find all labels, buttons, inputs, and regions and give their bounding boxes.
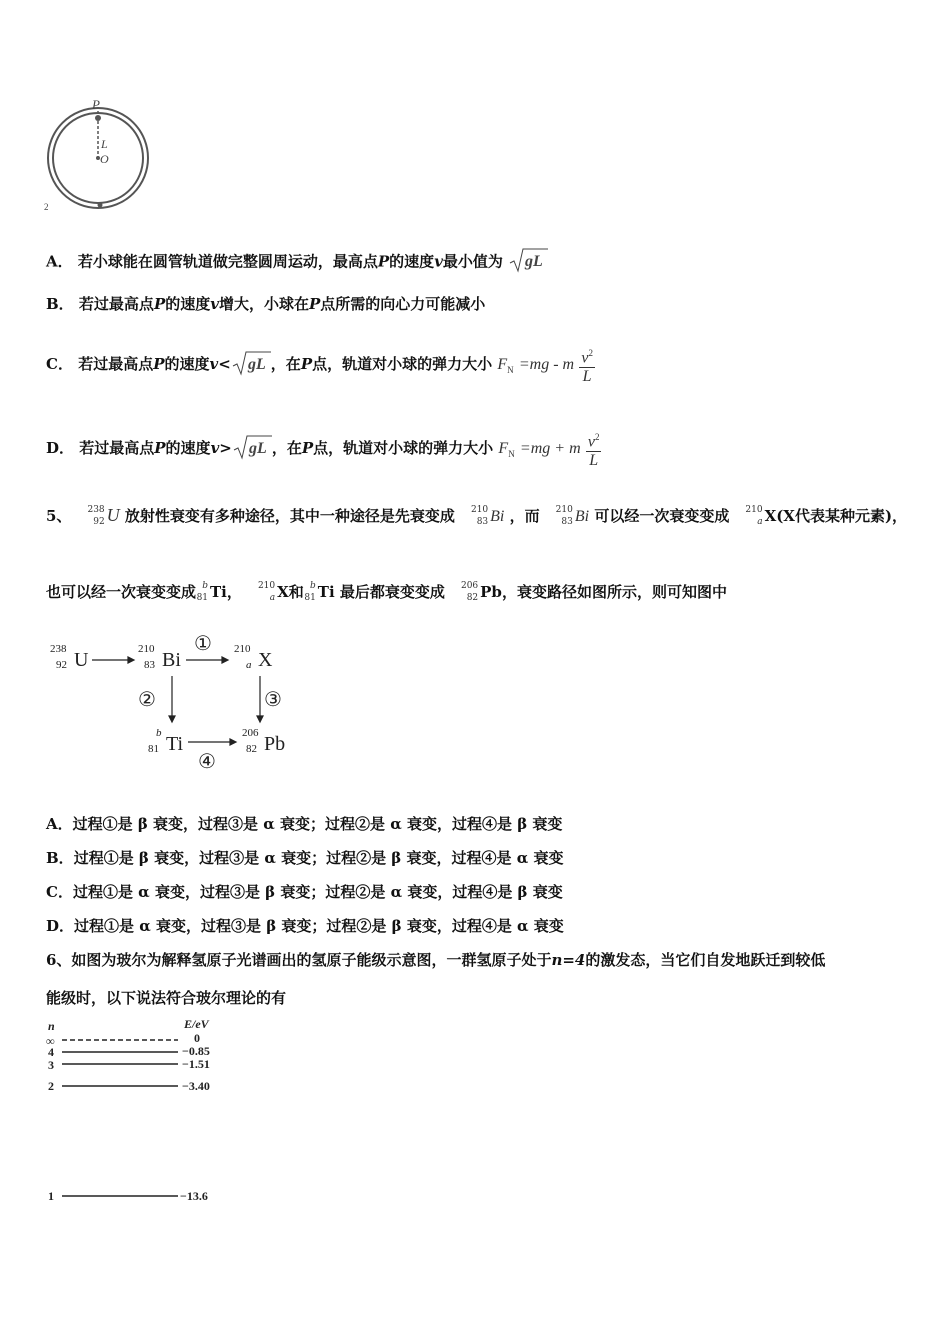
svg-text:Bi: Bi [162, 649, 181, 671]
q4-option-b: B． 若过最高点P的速度v增大，小球在P点所需的向心力可能减小 [46, 295, 486, 313]
svg-text:81: 81 [148, 743, 159, 755]
q5-option-c: C．过程①是 α 衰变，过程③是 β 衰变；过程②是 α 衰变，过程④是 β 衰变 [46, 883, 563, 901]
fraction: $\frac{v^2}{L}$ [579, 344, 595, 386]
svg-text:82: 82 [246, 743, 257, 755]
nuclide-x: 210 a [745, 505, 763, 527]
q5-stem-line2: 也可以经一次衰变变成 b 81 Ti， 210 a X和 b 81 Ti 最后都衰变变成 206 82 Pb，衰变路径如图所示，则可知图中 [46, 576, 727, 610]
fraction: $\frac{v^2}{L}$ [586, 428, 602, 470]
svg-text:n: n [48, 1019, 55, 1033]
svg-text:gL: gL [525, 253, 543, 270]
svg-text:②: ② [138, 689, 156, 711]
svg-text:Ti: Ti [166, 733, 184, 755]
svg-text:b: b [156, 727, 162, 739]
nuclide-pb: 206 82 [460, 581, 479, 603]
q5-option-b: B．过程①是 β 衰变，过程③是 α 衰变；过程②是 β 衰变，过程④是 α 衰变 [46, 849, 564, 867]
svg-text:gL: gL [247, 355, 266, 373]
svg-text:X: X [258, 649, 273, 671]
nuclide-u: 238 92 [87, 505, 105, 527]
q5-stem-line1: 5、 238 92 U 放射性衰变有多种途径，其中一种途径是先衰变成 210 83 Bi ，而 210 83 Bi 可以经一次衰变变成 210 a X(X代表某种元素)， [46, 500, 907, 534]
svg-text:∞: ∞ [46, 1034, 55, 1048]
svg-text:238: 238 [50, 643, 67, 655]
decay-path-diagram [46, 628, 306, 776]
svg-text:83: 83 [144, 659, 155, 671]
svg-text:Pb: Pb [264, 733, 286, 755]
svg-text:0: 0 [194, 1031, 200, 1045]
svg-text:−3.40: −3.40 [182, 1079, 210, 1093]
q6-stem-line1: 6、如图为玻尔为解释氢原子光谱画出的氢原子能级示意图，一群氢原子处于n=4的激发态，当它们自发地跃迁到较低 [46, 951, 826, 969]
nuclide-bi: 210 83 [470, 505, 489, 527]
svg-text:92: 92 [56, 659, 67, 671]
svg-text:−1.51: −1.51 [182, 1057, 210, 1071]
svg-text:U: U [74, 649, 89, 671]
svg-text:④: ④ [198, 751, 216, 773]
q4-option-d: D． 若过最高点P的速度v> gL ，在P点，轨道对小球的弹力大小 $F_N =mg + m$ $\frac{v^2}{L}$ [46, 428, 601, 470]
svg-text:E/eV: E/eV [184, 1017, 209, 1031]
circular-track-figure [38, 96, 158, 216]
q4-option-c: C． 若过最高点P的速度v< gL ，在P点，轨道对小球的弹力大小 $F_N =mg - m$ $\frac{v^2}{L}$ [46, 344, 595, 386]
label-l: L [101, 137, 108, 151]
figure-caption: 2 [44, 202, 49, 212]
svg-text:210: 210 [138, 643, 155, 655]
svg-text:gL: gL [248, 439, 267, 457]
svg-text:−0.85: −0.85 [182, 1044, 210, 1058]
q4-option-a: A． 若小球能在圆管轨道做完整圆周运动，最高点P的速度v最小值为 gL [46, 246, 548, 279]
svg-text:1: 1 [48, 1189, 54, 1203]
label-o: O [100, 152, 109, 166]
q5-option-a: A．过程①是 β 衰变，过程③是 α 衰变；过程②是 α 衰变，过程④是 β 衰变 [46, 815, 563, 833]
nuclide-x: 210 a [257, 581, 276, 603]
nuclide-ti: b 81 [196, 581, 209, 603]
svg-text:4: 4 [48, 1045, 54, 1059]
label-p: P [92, 97, 100, 112]
nuclide-bi: 210 83 [555, 505, 573, 527]
svg-text:−13.6: −13.6 [180, 1189, 208, 1203]
sqrt-formula [508, 246, 548, 279]
svg-text:3: 3 [48, 1058, 54, 1072]
svg-text:210: 210 [234, 643, 251, 655]
nuclide-ti: b 81 [304, 581, 316, 603]
q5-option-d: D．过程①是 α 衰变，过程③是 β 衰变；过程②是 β 衰变，过程④是 α 衰变 [46, 917, 564, 935]
svg-text:③: ③ [264, 689, 282, 711]
svg-text:206: 206 [242, 727, 259, 739]
svg-text:①: ① [194, 633, 212, 655]
svg-text:a: a [246, 659, 252, 671]
energy-level-diagram [44, 1016, 244, 1206]
q6-stem-line2: 能级时，以下说法符合玻尔理论的有 [46, 989, 287, 1007]
svg-text:2: 2 [48, 1079, 54, 1093]
